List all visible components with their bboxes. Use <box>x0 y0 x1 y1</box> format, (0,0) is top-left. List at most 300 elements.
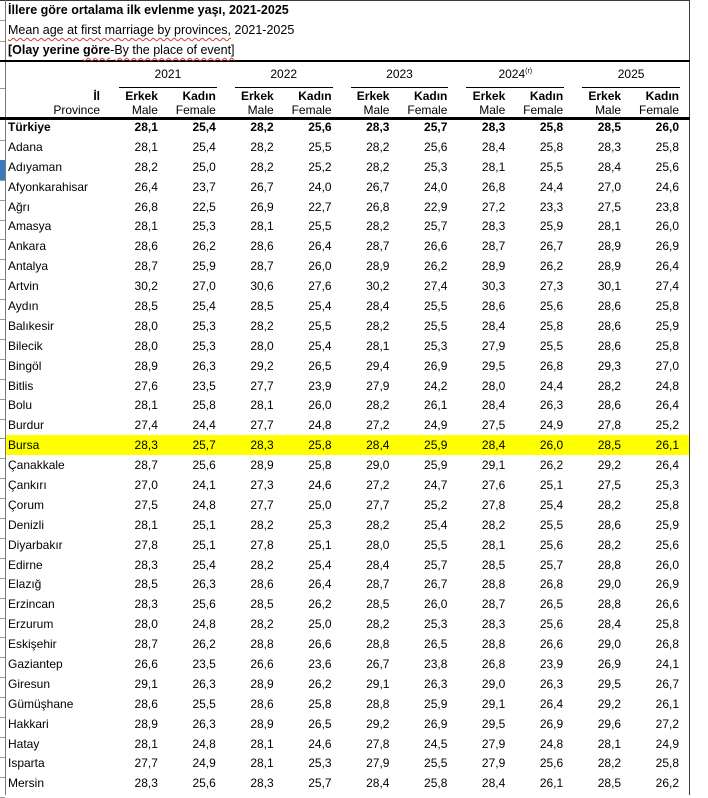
value-cell[interactable]: 25,5 <box>424 298 448 313</box>
value-cell[interactable]: 26,4 <box>308 577 332 592</box>
value-cell[interactable]: 29,3 <box>597 358 622 373</box>
value-cell[interactable]: 25,1 <box>192 517 216 532</box>
value-cell[interactable]: 26,7 <box>424 577 448 592</box>
value-cell[interactable]: 27,5 <box>481 418 506 433</box>
subheader-male[interactable] <box>457 88 515 117</box>
value-cell[interactable]: 25,8 <box>539 139 564 154</box>
value-cell[interactable]: 27,9 <box>481 736 506 751</box>
province-cell[interactable]: Aydın <box>8 298 39 313</box>
value-cell[interactable]: 28,2 <box>366 159 390 174</box>
value-cell[interactable]: 25,4 <box>424 517 448 532</box>
value-cell[interactable]: 26,2 <box>192 239 216 254</box>
value-cell[interactable]: 24,0 <box>424 179 448 194</box>
value-cell[interactable]: 26,7 <box>250 179 274 194</box>
value-cell[interactable]: 27,8 <box>134 537 158 552</box>
value-cell[interactable]: 25,6 <box>655 537 679 552</box>
value-cell[interactable]: 26,8 <box>134 199 158 214</box>
value-cell[interactable]: 26,2 <box>192 637 216 652</box>
scope-note[interactable] <box>8 41 683 60</box>
value-cell[interactable]: 28,0 <box>134 617 158 632</box>
value-cell[interactable]: 28,8 <box>597 557 622 572</box>
value-cell[interactable]: 28,4 <box>366 438 390 453</box>
province-cell[interactable]: Adıyaman <box>8 159 63 174</box>
value-cell[interactable]: 25,0 <box>308 497 332 512</box>
value-cell[interactable]: 28,2 <box>597 378 622 393</box>
value-cell[interactable]: 25,8 <box>308 696 332 711</box>
value-cell[interactable]: 28,7 <box>366 239 390 254</box>
value-cell[interactable]: 29,2 <box>597 696 622 711</box>
value-cell[interactable]: 27,5 <box>597 477 622 492</box>
value-cell[interactable]: 29,5 <box>481 716 506 731</box>
province-cell[interactable]: Ağrı <box>8 199 31 214</box>
value-cell[interactable]: 25,1 <box>192 537 216 552</box>
value-cell[interactable]: 27,7 <box>250 497 274 512</box>
value-cell[interactable]: 28,5 <box>597 438 622 453</box>
value-cell[interactable]: 28,3 <box>366 119 390 134</box>
value-cell[interactable]: 29,6 <box>597 716 622 731</box>
value-cell[interactable]: 25,5 <box>539 159 564 174</box>
value-cell[interactable]: 28,0 <box>250 338 274 353</box>
value-cell[interactable]: 28,5 <box>366 597 390 612</box>
value-cell[interactable]: 25,9 <box>424 696 448 711</box>
value-cell[interactable]: 28,8 <box>366 696 390 711</box>
value-cell[interactable]: 26,5 <box>308 716 332 731</box>
value-cell[interactable]: 28,5 <box>250 597 274 612</box>
province-cell[interactable]: Erzurum <box>8 617 54 632</box>
value-cell[interactable]: 28,2 <box>134 159 158 174</box>
value-cell[interactable]: 25,3 <box>424 617 448 632</box>
value-cell[interactable]: 28,7 <box>250 259 274 274</box>
value-cell[interactable]: 28,4 <box>597 617 622 632</box>
value-cell[interactable]: 25,4 <box>192 139 216 154</box>
year-header[interactable] <box>226 62 342 88</box>
value-cell[interactable]: 25,5 <box>424 318 448 333</box>
value-cell[interactable]: 25,9 <box>655 517 679 532</box>
value-cell[interactable]: 28,1 <box>250 398 274 413</box>
value-cell[interactable]: 28,9 <box>366 259 390 274</box>
value-cell[interactable]: 28,7 <box>366 577 390 592</box>
value-cell[interactable]: 27,8 <box>597 418 622 433</box>
value-cell[interactable]: 28,1 <box>134 398 158 413</box>
value-cell[interactable]: 27,5 <box>597 199 622 214</box>
value-cell[interactable]: 27,4 <box>424 279 448 294</box>
value-cell[interactable]: 28,1 <box>250 219 274 234</box>
value-cell[interactable]: 25,5 <box>308 139 332 154</box>
value-cell[interactable]: 28,1 <box>134 517 158 532</box>
value-cell[interactable]: 27,4 <box>655 279 679 294</box>
province-cell[interactable]: Adana <box>8 139 43 154</box>
value-cell[interactable]: 25,4 <box>192 119 216 134</box>
value-cell[interactable]: 25,6 <box>192 776 216 791</box>
province-cell[interactable]: Burdur <box>8 418 45 433</box>
province-cell[interactable]: Afyonkarahisar <box>8 179 89 194</box>
value-cell[interactable]: 29,2 <box>250 358 274 373</box>
value-cell[interactable]: 29,0 <box>597 577 622 592</box>
value-cell[interactable]: 24,9 <box>424 418 448 433</box>
value-cell[interactable]: 28,6 <box>597 398 622 413</box>
value-cell[interactable]: 28,2 <box>481 517 506 532</box>
province-cell[interactable]: Bursa <box>8 438 40 453</box>
value-cell[interactable]: 26,6 <box>655 597 679 612</box>
value-cell[interactable]: 28,5 <box>134 577 158 592</box>
value-cell[interactable]: 27,0 <box>655 358 679 373</box>
value-cell[interactable]: 26,6 <box>250 656 274 671</box>
value-cell[interactable]: 27,5 <box>134 497 158 512</box>
value-cell[interactable]: 26,6 <box>134 656 158 671</box>
value-cell[interactable]: 29,0 <box>366 458 390 473</box>
value-cell[interactable]: 28,7 <box>134 458 158 473</box>
value-cell[interactable]: 25,9 <box>192 259 216 274</box>
value-cell[interactable]: 26,6 <box>308 637 332 652</box>
province-cell[interactable]: Hakkari <box>8 716 49 731</box>
value-cell[interactable]: 23,5 <box>192 656 216 671</box>
value-cell[interactable]: 25,1 <box>539 477 564 492</box>
value-cell[interactable]: 26,0 <box>655 219 679 234</box>
province-cell[interactable]: Antalya <box>8 259 49 274</box>
value-cell[interactable]: 28,6 <box>597 318 622 333</box>
value-cell[interactable]: 25,3 <box>424 159 448 174</box>
value-cell[interactable]: 26,4 <box>655 398 679 413</box>
value-cell[interactable]: 28,7 <box>134 259 158 274</box>
value-cell[interactable]: 23,9 <box>539 656 564 671</box>
value-cell[interactable]: 27,3 <box>250 477 274 492</box>
value-cell[interactable]: 27,9 <box>481 756 506 771</box>
value-cell[interactable]: 28,4 <box>481 139 506 154</box>
value-cell[interactable]: 28,4 <box>597 159 622 174</box>
page-subtitle[interactable] <box>8 20 683 41</box>
value-cell[interactable]: 26,9 <box>655 239 679 254</box>
value-cell[interactable]: 27,8 <box>250 537 274 552</box>
value-cell[interactable]: 24,8 <box>655 378 679 393</box>
value-cell[interactable]: 28,2 <box>366 318 390 333</box>
value-cell[interactable]: 28,2 <box>250 139 274 154</box>
value-cell[interactable]: 28,3 <box>481 219 506 234</box>
value-cell[interactable]: 28,4 <box>366 776 390 791</box>
value-cell[interactable]: 27,9 <box>366 756 390 771</box>
value-cell[interactable]: 24,8 <box>192 497 216 512</box>
value-cell[interactable]: 26,1 <box>424 398 448 413</box>
value-cell[interactable]: 24,2 <box>424 378 448 393</box>
value-cell[interactable]: 28,0 <box>134 338 158 353</box>
value-cell[interactable]: 26,4 <box>539 696 564 711</box>
selection-indicator[interactable] <box>0 160 5 180</box>
value-cell[interactable]: 26,9 <box>424 358 448 373</box>
value-cell[interactable]: 28,3 <box>597 139 622 154</box>
value-cell[interactable]: 28,2 <box>597 497 622 512</box>
value-cell[interactable]: 28,5 <box>250 298 274 313</box>
value-cell[interactable]: 28,8 <box>366 637 390 652</box>
value-cell[interactable]: 25,8 <box>539 318 564 333</box>
value-cell[interactable]: 25,9 <box>655 318 679 333</box>
value-cell[interactable]: 25,6 <box>192 597 216 612</box>
value-cell[interactable]: 24,0 <box>308 179 332 194</box>
value-cell[interactable]: 29,0 <box>597 637 622 652</box>
value-cell[interactable]: 26,3 <box>192 358 216 373</box>
value-cell[interactable]: 25,5 <box>539 338 564 353</box>
value-cell[interactable]: 25,8 <box>308 458 332 473</box>
value-cell[interactable]: 24,1 <box>655 656 679 671</box>
province-cell[interactable]: Balıkesir <box>8 318 55 333</box>
value-cell[interactable]: 28,9 <box>134 716 158 731</box>
value-cell[interactable]: 26,4 <box>134 179 158 194</box>
value-cell[interactable]: 25,7 <box>424 557 448 572</box>
value-cell[interactable]: 26,0 <box>655 557 679 572</box>
value-cell[interactable]: 23,3 <box>539 199 564 214</box>
value-cell[interactable]: 25,8 <box>655 298 679 313</box>
value-cell[interactable]: 24,8 <box>192 736 216 751</box>
value-cell[interactable]: 28,6 <box>250 696 274 711</box>
value-cell[interactable]: 28,9 <box>597 259 622 274</box>
value-cell[interactable]: 28,2 <box>250 617 274 632</box>
value-cell[interactable]: 25,8 <box>655 497 679 512</box>
value-cell[interactable]: 25,6 <box>192 458 216 473</box>
value-cell[interactable]: 28,3 <box>134 776 158 791</box>
province-cell[interactable]: Artvin <box>8 279 39 294</box>
value-cell[interactable]: 25,6 <box>539 298 564 313</box>
value-cell[interactable]: 28,3 <box>250 776 274 791</box>
value-cell[interactable]: 29,1 <box>481 696 506 711</box>
value-cell[interactable]: 25,8 <box>192 398 216 413</box>
value-cell[interactable]: 27,3 <box>539 279 564 294</box>
year-header[interactable] <box>457 62 573 88</box>
value-cell[interactable]: 28,7 <box>134 637 158 652</box>
value-cell[interactable]: 30,6 <box>250 279 274 294</box>
province-cell[interactable]: Giresun <box>8 676 51 691</box>
value-cell[interactable]: 26,9 <box>597 656 622 671</box>
value-cell[interactable]: 28,3 <box>134 597 158 612</box>
value-cell[interactable]: 28,0 <box>134 318 158 333</box>
value-cell[interactable]: 27,2 <box>366 477 390 492</box>
value-cell[interactable]: 28,3 <box>481 119 506 134</box>
value-cell[interactable]: 24,4 <box>539 378 564 393</box>
value-cell[interactable]: 28,2 <box>250 557 274 572</box>
value-cell[interactable]: 27,4 <box>134 418 158 433</box>
province-cell[interactable]: Gaziantep <box>8 656 63 671</box>
value-cell[interactable]: 27,6 <box>134 378 158 393</box>
value-cell[interactable]: 25,5 <box>539 517 564 532</box>
value-cell[interactable]: 26,5 <box>424 637 448 652</box>
province-cell[interactable]: Mersin <box>8 776 45 791</box>
value-cell[interactable]: 28,4 <box>366 298 390 313</box>
value-cell[interactable]: 27,0 <box>597 179 622 194</box>
value-cell[interactable]: 25,6 <box>424 139 448 154</box>
value-cell[interactable]: 28,6 <box>134 696 158 711</box>
value-cell[interactable]: 26,0 <box>539 438 564 453</box>
value-cell[interactable]: 27,9 <box>481 338 506 353</box>
value-cell[interactable]: 25,7 <box>424 119 448 134</box>
province-cell[interactable]: Isparta <box>8 756 45 771</box>
value-cell[interactable]: 25,4 <box>308 557 332 572</box>
value-cell[interactable]: 28,9 <box>134 358 158 373</box>
province-cell[interactable]: Ankara <box>8 239 47 254</box>
value-cell[interactable]: 26,3 <box>539 676 564 691</box>
value-cell[interactable]: 26,5 <box>308 358 332 373</box>
value-cell[interactable]: 28,6 <box>250 577 274 592</box>
value-cell[interactable]: 28,4 <box>481 398 506 413</box>
value-cell[interactable]: 28,2 <box>366 219 390 234</box>
value-cell[interactable]: 25,0 <box>192 159 216 174</box>
value-cell[interactable]: 28,2 <box>366 517 390 532</box>
value-cell[interactable]: 26,7 <box>366 179 390 194</box>
value-cell[interactable]: 24,6 <box>308 477 332 492</box>
value-cell[interactable]: 27,6 <box>481 477 506 492</box>
value-cell[interactable]: 26,8 <box>366 199 390 214</box>
subheader-female[interactable] <box>284 88 342 117</box>
value-cell[interactable]: 28,7 <box>481 239 506 254</box>
value-cell[interactable]: 28,1 <box>134 219 158 234</box>
value-cell[interactable]: 24,5 <box>424 736 448 751</box>
province-cell[interactable]: Elazığ <box>8 577 42 592</box>
value-cell[interactable]: 25,6 <box>655 159 679 174</box>
value-cell[interactable]: 28,6 <box>597 338 622 353</box>
value-cell[interactable]: 28,8 <box>250 637 274 652</box>
value-cell[interactable]: 28,0 <box>366 537 390 552</box>
value-cell[interactable]: 29,5 <box>481 358 506 373</box>
value-cell[interactable]: 28,2 <box>597 756 622 771</box>
value-cell[interactable]: 28,3 <box>250 438 274 453</box>
value-cell[interactable]: 26,3 <box>192 577 216 592</box>
value-cell[interactable]: 25,2 <box>424 497 448 512</box>
value-cell[interactable]: 28,2 <box>250 159 274 174</box>
value-cell[interactable]: 28,8 <box>481 577 506 592</box>
subheader-female[interactable] <box>168 88 226 117</box>
value-cell[interactable]: 26,2 <box>539 458 564 473</box>
value-cell[interactable]: 26,1 <box>655 438 679 453</box>
value-cell[interactable]: 25,5 <box>424 756 448 771</box>
value-cell[interactable]: 28,3 <box>481 617 506 632</box>
value-cell[interactable]: 26,8 <box>655 637 679 652</box>
value-cell[interactable]: 25,9 <box>424 438 448 453</box>
value-cell[interactable]: 26,4 <box>655 458 679 473</box>
value-cell[interactable]: 29,1 <box>481 458 506 473</box>
value-cell[interactable]: 23,5 <box>192 378 216 393</box>
subheader-male[interactable] <box>110 88 168 117</box>
value-cell[interactable]: 26,9 <box>250 199 274 214</box>
value-cell[interactable]: 25,3 <box>308 756 332 771</box>
value-cell[interactable]: 29,2 <box>366 716 390 731</box>
page-title[interactable]: İllere göre ortalama ilk evlenme yaşı, 2021-2025 <box>8 3 289 17</box>
value-cell[interactable]: 28,4 <box>481 776 506 791</box>
value-cell[interactable]: 24,1 <box>192 477 216 492</box>
province-cell[interactable]: Bilecik <box>8 338 43 353</box>
subheader-male[interactable] <box>573 88 631 117</box>
value-cell[interactable]: 28,2 <box>597 537 622 552</box>
value-cell[interactable]: 26,6 <box>424 239 448 254</box>
value-cell[interactable]: 25,9 <box>424 458 448 473</box>
value-cell[interactable]: 26,1 <box>655 696 679 711</box>
year-header[interactable] <box>573 62 689 88</box>
value-cell[interactable]: 28,9 <box>250 676 274 691</box>
value-cell[interactable]: 28,1 <box>366 338 390 353</box>
value-cell[interactable]: 29,1 <box>366 676 390 691</box>
subheader-male[interactable] <box>226 88 284 117</box>
value-cell[interactable]: 24,9 <box>655 736 679 751</box>
value-cell[interactable]: 25,7 <box>308 776 332 791</box>
value-cell[interactable]: 26,0 <box>308 259 332 274</box>
value-cell[interactable]: 27,6 <box>308 279 332 294</box>
value-cell[interactable]: 25,3 <box>308 517 332 532</box>
value-cell[interactable]: 22,9 <box>424 199 448 214</box>
province-cell[interactable]: Erzincan <box>8 597 55 612</box>
value-cell[interactable]: 24,8 <box>192 617 216 632</box>
value-cell[interactable]: 25,3 <box>424 338 448 353</box>
province-cell[interactable]: Bolu <box>8 398 33 413</box>
value-cell[interactable]: 26,4 <box>655 259 679 274</box>
value-cell[interactable]: 26,8 <box>481 179 506 194</box>
value-cell[interactable]: 23,7 <box>192 179 216 194</box>
value-cell[interactable]: 28,2 <box>250 119 274 134</box>
value-cell[interactable]: 24,4 <box>539 179 564 194</box>
value-cell[interactable]: 28,1 <box>134 736 158 751</box>
province-cell[interactable]: Eskişehir <box>8 637 57 652</box>
province-column-header[interactable] <box>6 88 110 117</box>
value-cell[interactable]: 26,9 <box>424 716 448 731</box>
province-cell[interactable]: Amasya <box>8 219 52 234</box>
value-cell[interactable]: 28,1 <box>597 219 622 234</box>
value-cell[interactable]: 27,2 <box>655 716 679 731</box>
province-cell[interactable]: Çankırı <box>8 477 47 492</box>
value-cell[interactable]: 26,0 <box>424 597 448 612</box>
value-cell[interactable]: 26,7 <box>366 656 390 671</box>
value-cell[interactable]: 27,8 <box>481 497 506 512</box>
value-cell[interactable]: 27,7 <box>366 497 390 512</box>
value-cell[interactable]: 26,5 <box>539 597 564 612</box>
value-cell[interactable]: 28,5 <box>597 119 622 134</box>
value-cell[interactable]: 30,2 <box>134 279 158 294</box>
value-cell[interactable]: 26,2 <box>424 259 448 274</box>
value-cell[interactable]: 26,2 <box>655 776 679 791</box>
value-cell[interactable]: 24,6 <box>308 736 332 751</box>
value-cell[interactable]: 25,6 <box>539 537 564 552</box>
value-cell[interactable]: 29,1 <box>134 676 158 691</box>
value-cell[interactable]: 30,2 <box>366 279 390 294</box>
value-cell[interactable]: 28,6 <box>597 298 622 313</box>
value-cell[interactable]: 28,6 <box>481 298 506 313</box>
value-cell[interactable]: 24,8 <box>539 736 564 751</box>
value-cell[interactable]: 26,2 <box>539 259 564 274</box>
value-cell[interactable]: 28,5 <box>481 557 506 572</box>
value-cell[interactable]: 28,4 <box>366 557 390 572</box>
value-cell[interactable]: 24,8 <box>308 418 332 433</box>
value-cell[interactable]: 27,0 <box>134 477 158 492</box>
value-cell[interactable]: 25,6 <box>539 617 564 632</box>
value-cell[interactable]: 28,9 <box>481 259 506 274</box>
value-cell[interactable]: 24,9 <box>539 418 564 433</box>
value-cell[interactable]: 28,1 <box>250 756 274 771</box>
value-cell[interactable]: 27,7 <box>134 756 158 771</box>
subheader-female[interactable] <box>399 88 457 117</box>
value-cell[interactable]: 29,0 <box>481 676 506 691</box>
value-cell[interactable]: 28,2 <box>250 517 274 532</box>
value-cell[interactable]: 25,7 <box>424 219 448 234</box>
value-cell[interactable]: 25,8 <box>655 139 679 154</box>
value-cell[interactable]: 28,1 <box>481 537 506 552</box>
value-cell[interactable]: 26,2 <box>308 597 332 612</box>
province-cell[interactable]: Diyarbakır <box>8 537 63 552</box>
value-cell[interactable]: 29,5 <box>597 676 622 691</box>
province-cell[interactable]: Edirne <box>8 557 43 572</box>
value-cell[interactable]: 28,3 <box>134 438 158 453</box>
value-cell[interactable]: 28,3 <box>134 557 158 572</box>
value-cell[interactable]: 28,1 <box>134 119 158 134</box>
value-cell[interactable]: 28,2 <box>366 398 390 413</box>
value-cell[interactable]: 25,8 <box>655 617 679 632</box>
subheader-female[interactable] <box>515 88 573 117</box>
province-cell[interactable]: Bingöl <box>8 358 42 373</box>
value-cell[interactable]: 25,3 <box>192 338 216 353</box>
value-cell[interactable]: 25,7 <box>539 557 564 572</box>
value-cell[interactable]: 25,8 <box>539 119 564 134</box>
